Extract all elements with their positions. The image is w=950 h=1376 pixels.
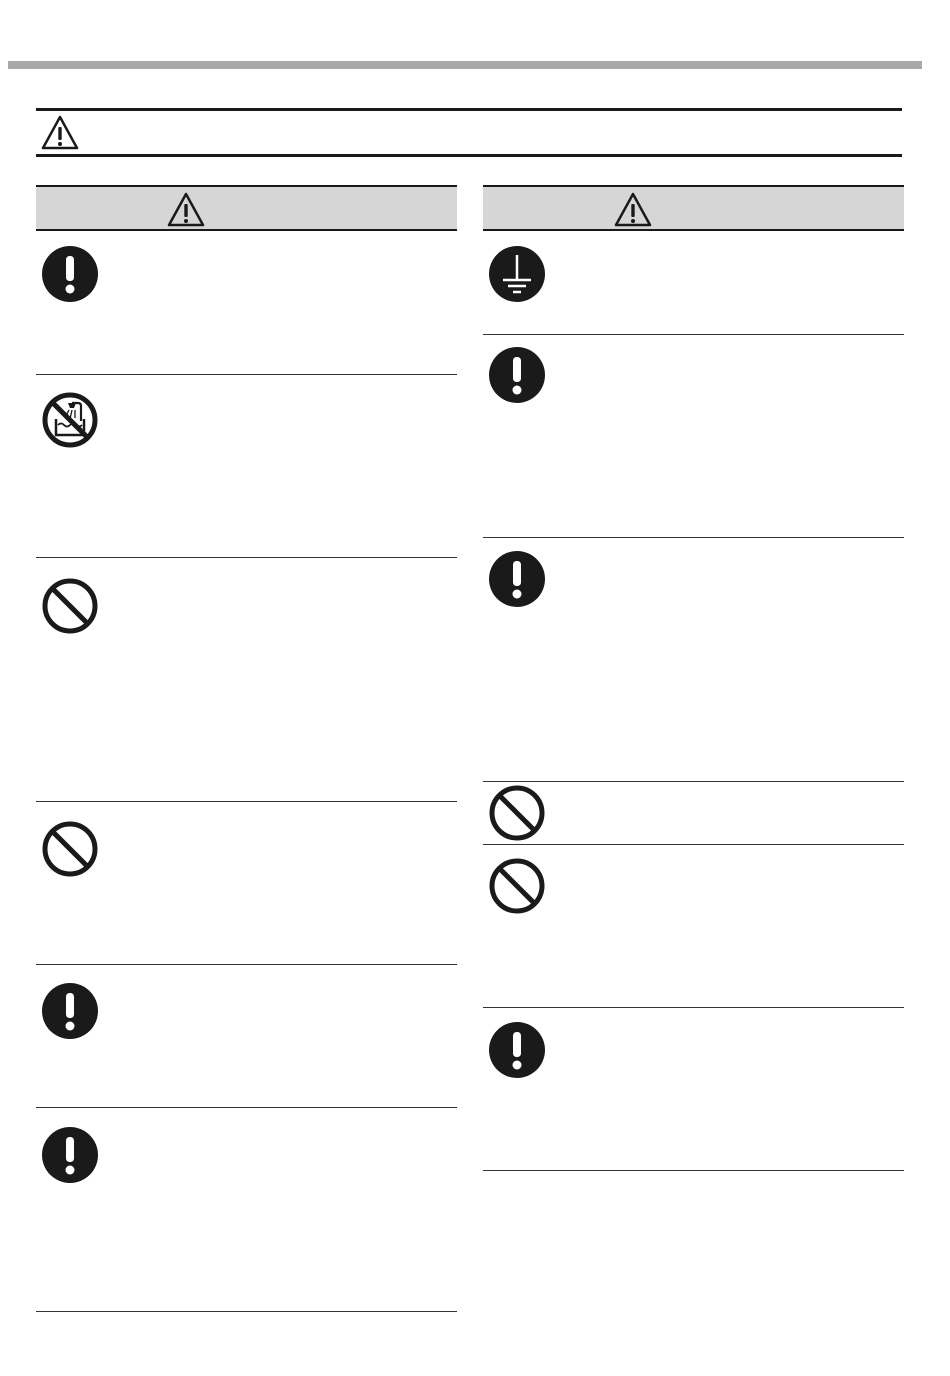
item-divider — [36, 801, 457, 802]
right-column-header — [483, 185, 904, 231]
prohibition-icon — [41, 820, 99, 878]
mandatory-exclamation-icon — [41, 245, 99, 303]
item-divider — [36, 1311, 457, 1312]
left-column-header — [36, 185, 457, 231]
prohibition-icon — [488, 857, 546, 915]
item-divider — [483, 537, 904, 538]
mandatory-exclamation-icon — [488, 346, 546, 404]
warning-triangle-icon — [166, 191, 206, 229]
section-title-bar — [36, 108, 902, 157]
prohibition-icon — [41, 577, 99, 635]
item-divider — [483, 1170, 904, 1171]
mandatory-exclamation-icon — [488, 1021, 546, 1079]
mandatory-exclamation-icon — [41, 1126, 99, 1184]
item-divider — [483, 1007, 904, 1008]
mandatory-exclamation-icon — [41, 982, 99, 1040]
item-divider — [483, 781, 904, 782]
item-divider — [36, 964, 457, 965]
ground-connection-icon — [488, 245, 546, 303]
item-divider — [36, 374, 457, 375]
item-divider — [36, 1107, 457, 1108]
top-decorative-rule — [8, 61, 922, 69]
item-divider — [483, 334, 904, 335]
no-water-exposure-icon — [41, 391, 99, 449]
item-divider — [483, 844, 904, 845]
warning-triangle-icon — [40, 114, 80, 152]
prohibition-icon — [488, 784, 546, 842]
warning-triangle-icon — [613, 191, 653, 229]
mandatory-exclamation-icon — [488, 550, 546, 608]
item-divider — [36, 557, 457, 558]
